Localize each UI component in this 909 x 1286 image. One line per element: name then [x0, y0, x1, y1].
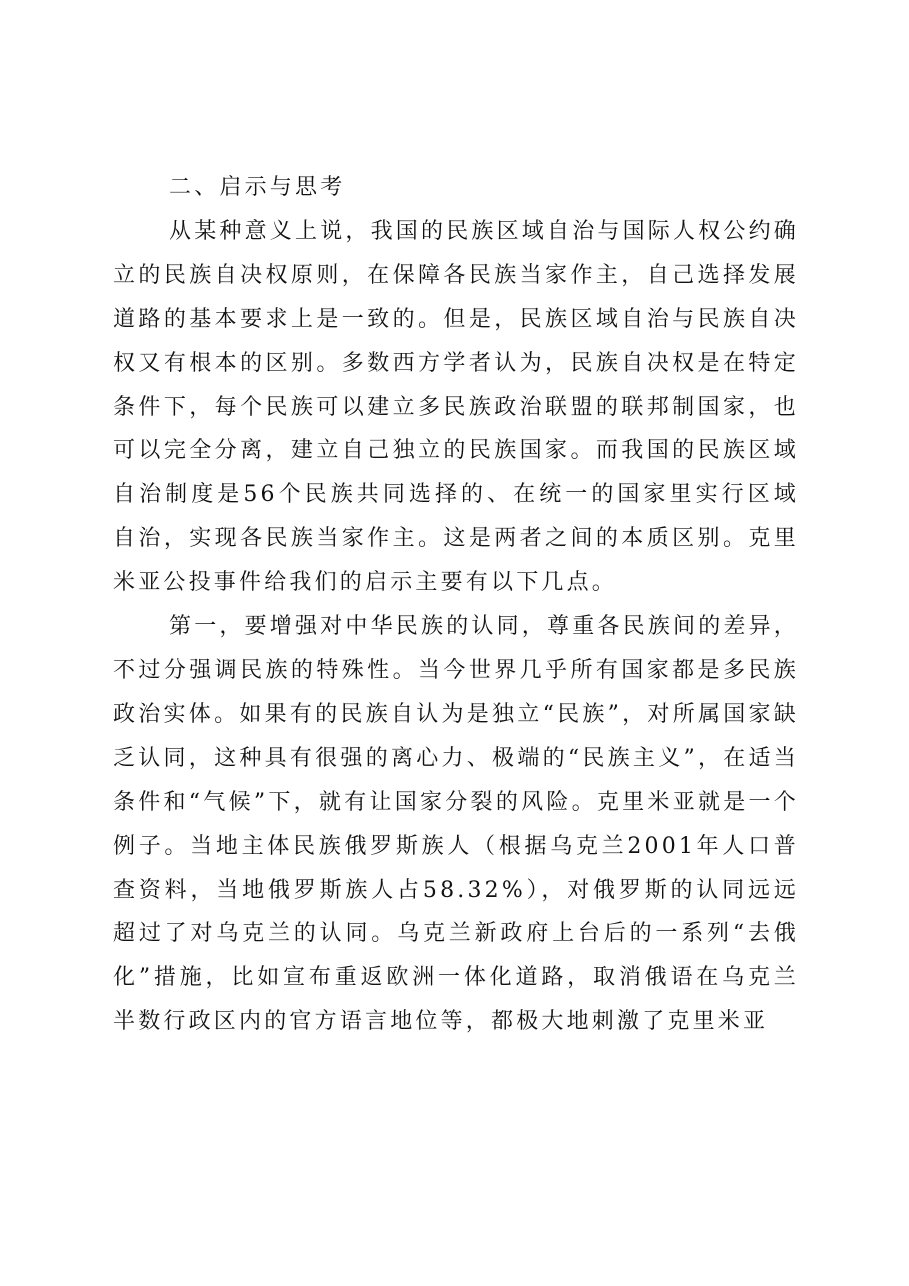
document-body	[113, 166, 799, 1044]
paragraph-first-point: 第一，要增强对中华民族的认同，尊重各民族间的差异，不过分强调民族的特殊性。当今世界几乎所有国家都是多民族政治实体。如果有的民族自认为是独立“民族”，对所属国家缺乏认同，这种具有很强的离心力、极端的“民族主义”，在适当条件和“气候”下，就有让国家分裂的风险。克里米亚就是一个例子。当地主体民族俄罗斯族人（根据乌克兰2001年人口普查资料，当地俄罗斯族人占58.32%），对俄罗斯的认同远远超过了对乌克兰的认同。乌克兰新政府上台后的一系列“去俄化”措施，比如宣布重返欧洲一体化道路，取消俄语在乌克兰半数行政区内的官方语言地位等，都极大地刺激了克里米亚	[113, 614, 800, 1035]
section-heading: 二、启示与思考	[169, 175, 346, 200]
paragraph-intro: 从某种意义上说，我国的民族区域自治与国际人权公约确立的民族自决权原则，在保障各民族当家作主，自己选择发展道路的基本要求上是一致的。但是，民族区域自治与民族自决权又有根本的区别。多数西方学者认为，民族自决权是在特定条件下，每个民族可以建立多民族政治联盟的联邦制国家，也可以完全分离，建立自己独立的民族国家。而我国的民族区域自治制度是56个民族共同选择的、在统一的国家里实行区域自治，实现各民族当家作主。这是两者之间的本质区别。克里米亚公投事件给我们的启示主要有以下几点。	[113, 218, 800, 596]
